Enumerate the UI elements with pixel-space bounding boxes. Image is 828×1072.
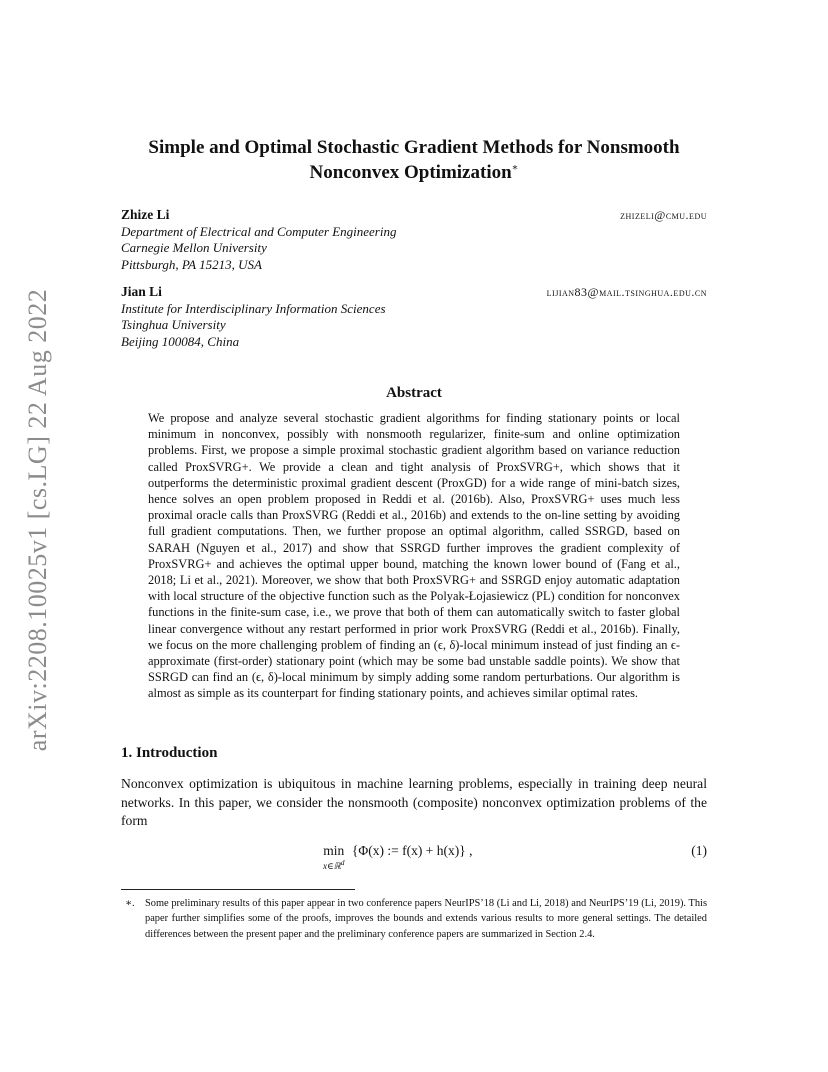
equation-min-operator: [323, 843, 345, 871]
footnote-divider: [121, 889, 355, 890]
paper-title: [121, 135, 707, 185]
author-affiliation-line: Beijing 100084, China: [121, 333, 240, 349]
abstract-text: We propose and analyze several stochastic gradient algorithms for finding stationary points or local minimum in nonconvex, possibly with nonsmooth regularizer, finite-sum and online optimization problems. First, we propose a simple proximal stochastic gradient algorithm based on variance reduction called ProxSVRG+. We provide a clean and tight analysis of ProxSVRG+, which shows that it outperforms the deterministic proximal gradient descent (ProxGD) for a wide range of mini-batch sizes, hence solves an open problem proposed in Reddi et al. (2016b). Also, ProxSVRG+ uses much less proximal oracle calls than ProxSVRG (Reddi et al., 2016b) and extends to the on-line setting by avoiding full gradient computations. Then, we further propose an optimal algorithm, called SSRGD, based on SARAH (Nguyen et al., 2017) and show that SSRGD further improves the gradient complexity of ProxSVRG+ and achieves the optimal upper bound, matching the known lower bound of (Fang et al., 2018; Li et al., 2021). Moreover, we show that both ProxSVRG+ and SSRGD enjoy automatic adaptation with local structure of the objective function such as the Polyak-Łojasiewicz (PL) condition for nonconvex functions in the finite-sum case, i.e., we prove that both of them can automatically switch to faster global linear convergence without any restart performed in prior work ProxSVRG (Reddi et al., 2016b). Finally, we focus on the more challenging problem of finding an (ϵ, δ)-local minimum instead of just finding an ϵ-approximate (first-order) stationary point (which may be some bad unstable saddle points). We show that SSRGD can find an (ϵ, δ)-local minimum by simply adding some random perturbations. Our algorithm is almost as simple as its counterpart for finding stationary points, and achieves similar optimal rates.: [148, 411, 680, 701]
min-subscript-text: x∈ℝ: [323, 861, 341, 871]
title-line-1: Simple and Optimal Stochastic Gradient Methods for Nonsmooth: [148, 137, 680, 158]
author-block-2: [121, 284, 707, 350]
author-affiliation-line: Pittsburgh, PA 15213, USA: [121, 256, 262, 272]
abstract-heading: Abstract: [386, 385, 442, 401]
footnote: [121, 896, 707, 942]
footnote-text: Some preliminary results of this paper appear in two conference papers NeurIPS’18 (Li and Li, 2018) and NeurIPS’19 (Li, 2019). This paper further simplifies some of the proofs, improves the bounds and extends various results to more general settings. The detailed differences between the present paper and the preliminary conference papers are summarized in Section 2.4.: [145, 898, 707, 940]
title-line-2-text: Nonconvex Optimization: [309, 162, 512, 183]
min-operator-text: min: [323, 843, 345, 858]
title-line-2: [121, 160, 707, 185]
author-name: Jian Li: [121, 284, 162, 299]
footnote-mark: ∗.: [125, 898, 135, 909]
equation-number: (1): [691, 843, 707, 858]
equation-expression: [323, 843, 472, 871]
author-name: Zhize Li: [121, 207, 170, 222]
introduction-paragraph: Nonconvex optimization is ubiquitous in machine learning problems, especially in training deep neural networks. In this paper, we consider the nonsmooth (composite) nonconvex optimization problems of the form: [121, 776, 707, 828]
author-affiliation-line: Institute for Interdisciplinary Information Sciences: [121, 300, 386, 316]
arxiv-identifier-stamp: [18, 280, 58, 760]
author-affiliation-line: Carnegie Mellon University: [121, 240, 267, 255]
min-subscript-sup: d: [340, 858, 345, 867]
equation-body: {Φ(x) := f(x) + h(x)} ,: [351, 843, 473, 858]
author-block-1: [121, 207, 707, 273]
author-affiliation-line: Department of Electrical and Computer Engineering: [121, 223, 397, 239]
arxiv-identifier-text: arXiv:2208.10025v1 [cs.LG] 22 Aug 2022: [23, 288, 52, 752]
author-email[interactable]: zhizeli@cmu.edu: [620, 208, 707, 222]
author-email[interactable]: lijian83@mail.tsinghua.edu.cn: [546, 285, 707, 299]
section-heading-introduction: 1. Introduction: [121, 745, 218, 761]
equation-1: [121, 843, 707, 873]
min-subscript: [323, 858, 345, 871]
author-affiliation-line: Tsinghua University: [121, 317, 226, 332]
title-footnote-mark[interactable]: ∗: [511, 162, 519, 174]
